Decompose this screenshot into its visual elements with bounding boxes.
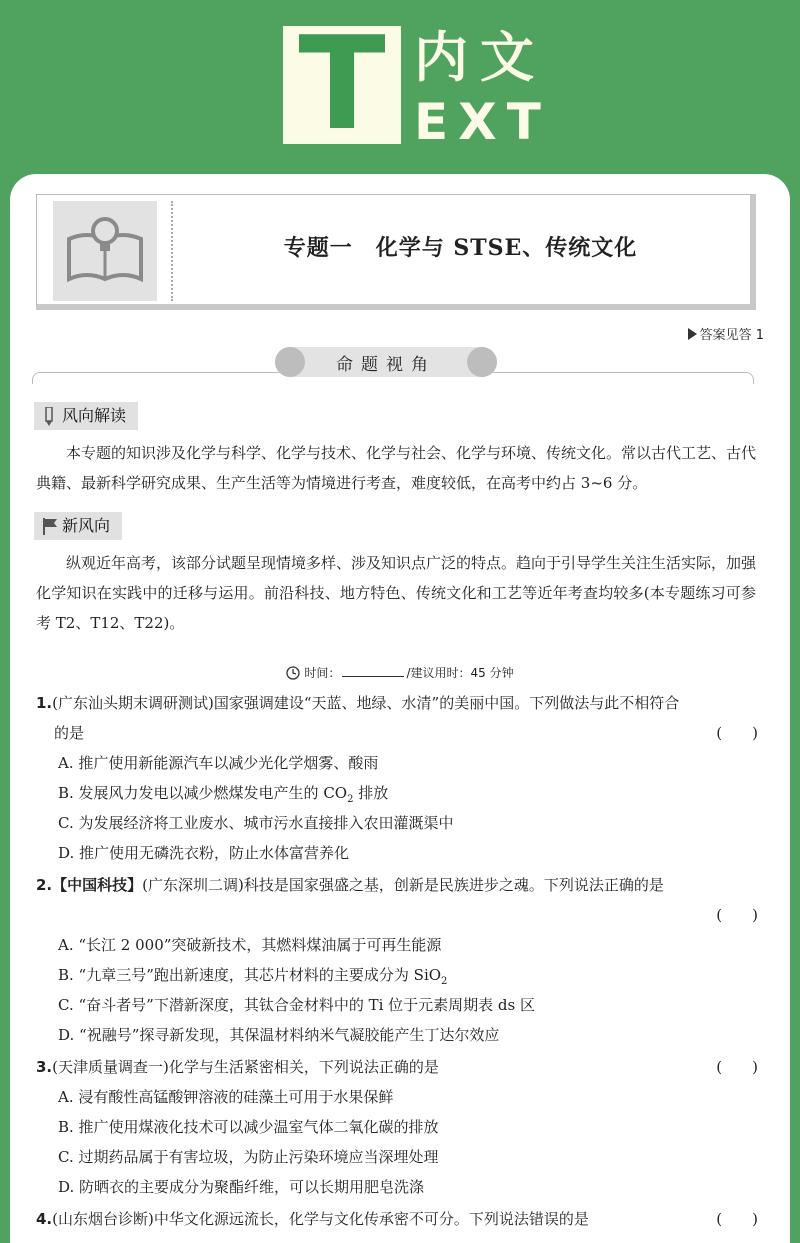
option-2c: C. “奋斗者号”下潜新深度，其钛合金材料中的 Ti 位于元素周期表 ds 区 [58,996,535,1014]
option-text: B. “九章三号”跑出新速度，其芯片材料的主要成分为 SiO [58,966,442,984]
section-tag-new-trend [34,512,122,540]
question-2 [36,870,758,900]
answer-blank[interactable]: ( ) [716,1210,758,1228]
question-3 [36,1052,758,1082]
book-lightbulb-icon [65,213,145,289]
question-number: 2. [36,876,53,894]
option-2a: A. “长江 2 000”突破新技术，其燃料煤油属于可再生能源 [58,936,442,954]
time-row [10,664,790,681]
header-title-en: EXT [414,93,551,151]
pill-dot-right [467,347,497,377]
question-stem: 国家强调建设“天蓝、地绿、水清”的美丽中国。下列做法与此不相符合 [213,694,680,712]
question-tag: 【中国科技】 [52,876,143,894]
section-tag-trend [34,402,138,430]
option-2d: D. “祝融号”探寻新发现，其保温材料纳米气凝胶能产生丁达尔效应 [58,1026,500,1044]
section-tag-label: 风向解读 [62,406,127,425]
question-source: (山东烟台诊断) [52,1210,154,1228]
question-source: (天津质量调查一) [52,1058,169,1076]
option-3a: A. 浸有酸性高锰酸钾溶液的硅藻土可用于水果保鲜 [58,1088,394,1106]
t-logo-letter: T [298,10,386,159]
view-section-title-text: 命题视角 [336,355,436,375]
suggested-time-label: /建议用时：45 分钟 [406,666,514,680]
topic-header-box [36,194,756,310]
subscript: 2 [347,794,354,805]
option-3c: C. 过期药品属于有害垃圾，为防止污染环境应当深埋处理 [58,1148,439,1166]
question-1-cont [36,718,758,748]
question-stem: 化学与生活紧密相关，下列说法正确的是 [168,1058,439,1076]
subscript: 2 [441,976,448,987]
option-1a: A. 推广使用新能源汽车以减少光化学烟雾、酸雨 [58,754,379,772]
triangle-icon [688,328,697,340]
answer-reference-text: 答案见答 1 [699,328,764,343]
section-text-trend: 本专题的知识涉及化学与科学、化学与技术、化学与社会、化学与环境、传统文化。常以古代工艺、古代典籍、最新科学研究成果、生产生活等为情境进行考查，难度较低，在高考中约占 3~6 分。 [36,444,757,492]
clock-icon [286,666,300,680]
question-source: (广东深圳二调) [142,876,244,894]
question-1 [36,688,758,718]
time-blank[interactable] [342,676,404,677]
pill-dot-left [275,347,305,377]
topic-title: 专题一 化学与 STSE、传统文化 [283,235,638,261]
answer-reference [688,324,764,343]
pencil-icon [42,407,56,427]
topic-icon-panel [53,201,157,301]
answer-blank[interactable]: ( ) [716,724,758,742]
section-text-new-trend: 纵观近年高考，该部分试题呈现情境多样、涉及知识点广泛的特点。趋向于引导学生关注生活实际，加强化学知识在实践中的迁移与运用。前沿科技、地方特色、传统文化和工艺等近年考查均较多(本专题练习可参考 T2、T12、T22)。 [36,554,757,632]
option-3d: D. 防晒衣的主要成分为聚酯纤维，可以长期用肥皂洗涤 [58,1178,425,1196]
question-source: (广东汕头期末调研测试) [52,694,214,712]
question-stem-cont: 的是 [54,724,85,742]
option-3b: B. 推广使用煤液化技术可以减少温室气体二氧化碳的排放 [58,1118,439,1136]
time-label: 时间： [304,666,341,680]
option-1c: C. 为发展经济将工业废水、城市污水直接排入农田灌溉渠中 [58,814,454,832]
header-title-cn: 内文 [414,26,546,89]
answer-blank[interactable]: ( ) [716,1058,758,1076]
question-number: 3. [36,1058,53,1076]
option-text: B. 发展风力发电以减少燃煤发电产生的 CO [58,784,348,802]
question-4 [36,1204,758,1234]
option-text-tail: 排放 [353,784,389,802]
answer-blank[interactable]: ( ) [716,906,758,924]
question-stem: 科技是国家强盛之基，创新是民族进步之魂。下列说法正确的是 [243,876,664,894]
flag-icon [42,517,58,535]
question-stem: 中华文化源远流长，化学与文化传承密不可分。下列说法错误的是 [153,1210,589,1228]
section-tag-label: 新风向 [62,516,111,535]
option-1d: D. 推广使用无磷洗衣粉，防止水体富营养化 [58,844,350,862]
question-number: 4. [36,1210,53,1228]
header-banner [0,0,800,172]
view-section-title [275,347,497,377]
t-logo-box [283,10,401,159]
question-number: 1. [36,694,53,712]
document-page [10,174,790,1243]
